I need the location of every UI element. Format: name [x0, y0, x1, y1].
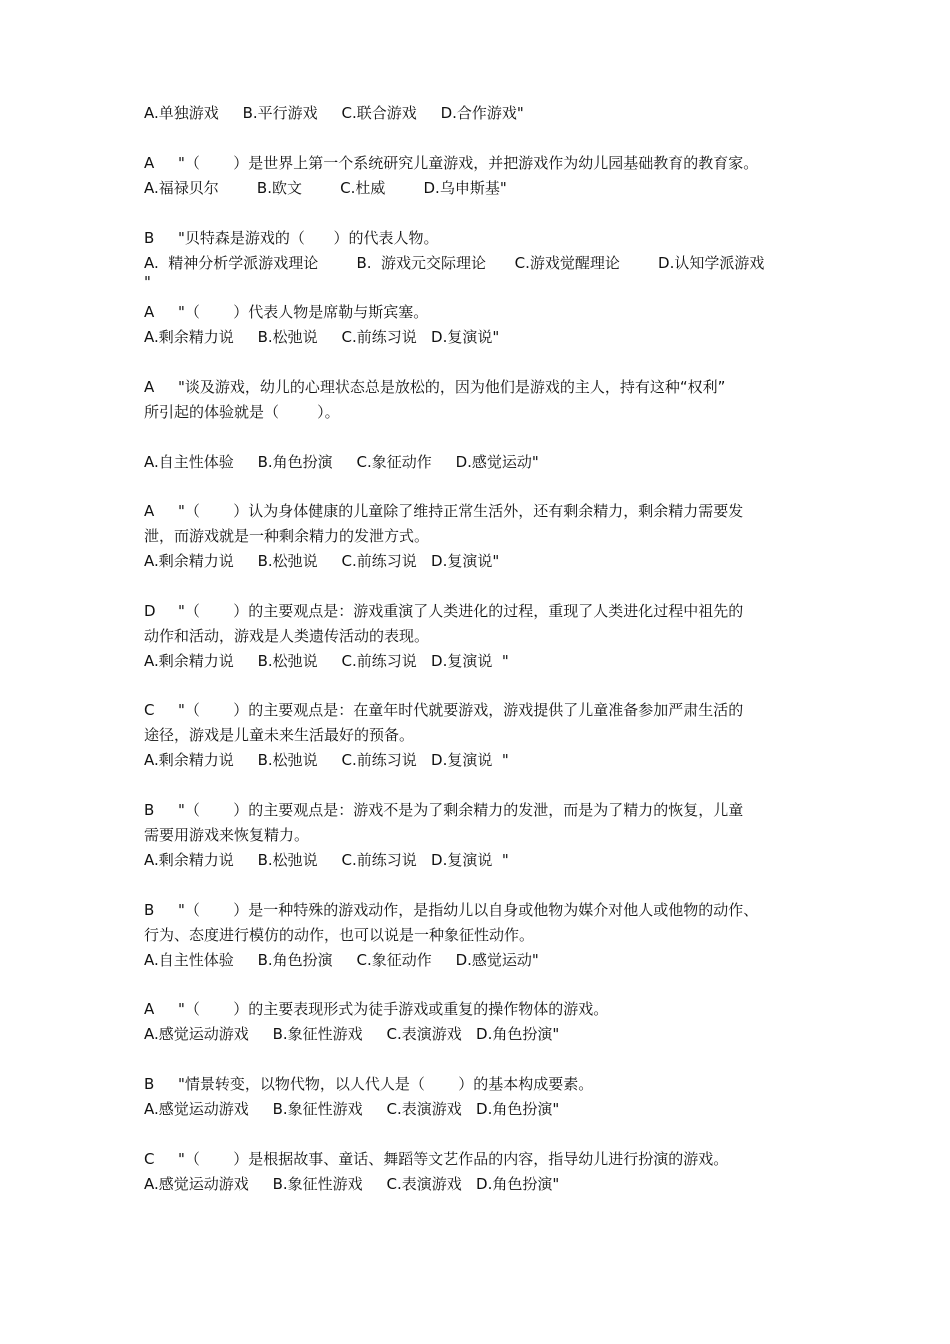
- question-text: "（ ）的主要观点是：游戏重演了人类进化的过程，重现了人类进化过程中祖先的: [178, 602, 744, 620]
- question-line: [144, 999, 608, 1019]
- answer-key: A: [144, 502, 155, 520]
- question-line: [144, 228, 439, 248]
- continuation-line: 所引起的体验就是（ ）。: [144, 403, 340, 421]
- answer-key: D: [144, 602, 156, 620]
- question-text: "（ ）的主要观点是：在童年时代就要游戏，游戏提供了儿童准备参加严肃生活的: [178, 701, 744, 719]
- question-text: "（ ）的主要表现形式为徒手游戏或重复的操作物体的游戏。: [178, 1000, 609, 1018]
- question-line: [144, 501, 743, 521]
- question-text: "（ ）认为身体健康的儿童除了维持正常生活外，还有剩余精力，剩余精力需要发: [178, 502, 744, 520]
- options-line: A. 精神分析学派游戏理论 B. 游戏元交际理论 C.游戏觉醒理论 D.认知学派游戏: [144, 254, 765, 272]
- question-line: [144, 900, 758, 920]
- answer-key: A: [144, 378, 155, 396]
- question-line: [144, 1074, 593, 1094]
- question-text: "贝特森是游戏的（ ）的代表人物。: [178, 229, 439, 247]
- options-line: A.剩余精力说 B.松弛说 C.前练习说 D.复演说 ": [144, 751, 509, 769]
- question-text: "情景转变，以物代物，以人代人是（ ）的基本构成要素。: [178, 1075, 594, 1093]
- question-line: [144, 700, 743, 720]
- answer-key: B: [144, 901, 155, 919]
- options-line: A.剩余精力说 B.松弛说 C.前练习说 D.复演说": [144, 328, 500, 346]
- options-line: A.自主性体验 B.角色扮演 C.象征动作 D.感觉运动": [144, 453, 539, 471]
- continuation-line: 行为、态度进行模仿的动作，也可以说是一种象征性动作。: [144, 926, 535, 944]
- answer-key: B: [144, 229, 155, 247]
- options-line: A.自主性体验 B.角色扮演 C.象征动作 D.感觉运动": [144, 951, 539, 969]
- options-line: A.单独游戏 B.平行游戏 C.联合游戏 D.合作游戏": [144, 104, 524, 122]
- options-line: A.剩余精力说 B.松弛说 C.前练习说 D.复演说 ": [144, 652, 509, 670]
- question-text: "（ ）的主要观点是：游戏不是为了剩余精力的发泄，而是为了精力的恢复，儿童: [178, 801, 744, 819]
- continuation-line: 途径，游戏是儿童未来生活最好的预备。: [144, 726, 415, 744]
- question-text: "（ ）是一种特殊的游戏动作，是指幼儿以自身或他物为媒介对他人或他物的动作、: [178, 901, 759, 919]
- options-line: A.感觉运动游戏 B.象征性游戏 C.表演游戏 D.角色扮演": [144, 1025, 560, 1043]
- continuation-line: 泄，而游戏就是一种剩余精力的发泄方式。: [144, 527, 430, 545]
- answer-key: B: [144, 801, 155, 819]
- answer-key: A: [144, 303, 155, 321]
- options-line: A.感觉运动游戏 B.象征性游戏 C.表演游戏 D.角色扮演": [144, 1100, 560, 1118]
- answer-key: C: [144, 701, 155, 719]
- continuation-line: ": [144, 273, 151, 291]
- question-line: [144, 1149, 728, 1169]
- answer-key: B: [144, 1075, 155, 1093]
- options-line: A.福禄贝尔 B.欧文 C.杜威 D.乌申斯基": [144, 179, 507, 197]
- question-text: "（ ）是根据故事、童话、舞蹈等文艺作品的内容，指导幼儿进行扮演的游戏。: [178, 1150, 729, 1168]
- question-line: [144, 800, 743, 820]
- options-line: A.感觉运动游戏 B.象征性游戏 C.表演游戏 D.角色扮演": [144, 1175, 560, 1193]
- answer-key: A: [144, 154, 155, 172]
- answer-key: A: [144, 1000, 155, 1018]
- options-line: A.剩余精力说 B.松弛说 C.前练习说 D.复演说 ": [144, 851, 509, 869]
- question-text: "谈及游戏，幼儿的心理状态总是放松的，因为他们是游戏的主人，持有这种“权利”: [178, 378, 726, 396]
- question-text: "（ ）代表人物是席勒与斯宾塞。: [178, 303, 429, 321]
- continuation-line: 需要用游戏来恢复精力。: [144, 826, 310, 844]
- question-line: [144, 601, 743, 621]
- question-line: [144, 153, 758, 173]
- options-line: A.剩余精力说 B.松弛说 C.前练习说 D.复演说": [144, 552, 500, 570]
- question-line: [144, 302, 428, 322]
- answer-key: C: [144, 1150, 155, 1168]
- continuation-line: 动作和活动，游戏是人类遗传活动的表现。: [144, 627, 430, 645]
- question-text: "（ ）是世界上第一个系统研究儿童游戏，并把游戏作为幼儿园基础教育的教育家。: [178, 154, 759, 172]
- question-line: [144, 377, 725, 397]
